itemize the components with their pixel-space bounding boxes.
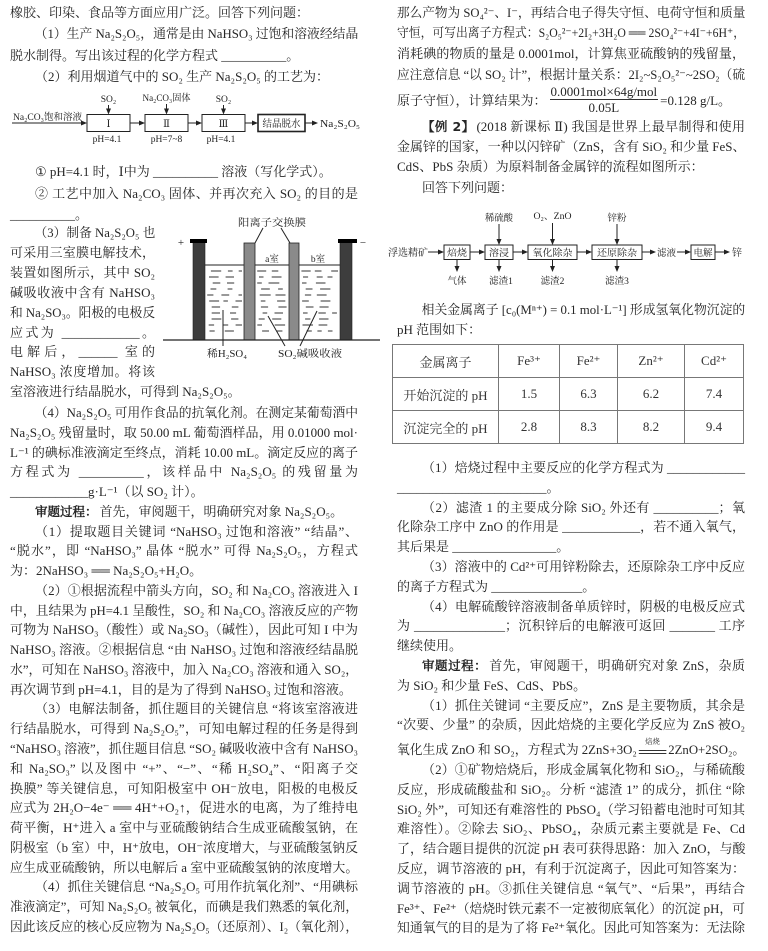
line-text: 了，结合题目提供的沉淀 pH 表可获得思路：加入 ZnO，与酸 [397, 841, 746, 857]
arrowhead-icon [550, 239, 555, 245]
leaching-output: 滤渣1 [489, 277, 513, 287]
paragraph [10, 502, 358, 522]
text-line [10, 382, 358, 402]
text-line [10, 897, 358, 917]
text-line [10, 660, 358, 680]
text-line [10, 462, 358, 482]
table-cell: 2.8 [499, 411, 560, 444]
reaction-condition-text: 焙烧 [645, 737, 660, 747]
table-cell: 9.4 [685, 411, 744, 444]
line-text: 水”，可知在 NaHSO₃ 溶液中，加入 Na₂CO₃ 溶液和通入 SO₂， [10, 661, 359, 677]
cation-exchange-membrane-2 [289, 243, 299, 340]
cation-exchange-membrane-1 [244, 243, 255, 340]
text-line [10, 719, 358, 739]
paragraph [397, 117, 745, 178]
text-line [397, 320, 745, 340]
absorbent-label: SO₂碱吸收液 [278, 349, 335, 360]
line-text: （1）提取题目关键词 “NaHSO₃ 过饱和溶液” “结晶”、 [35, 523, 358, 539]
text-line [397, 23, 745, 44]
line-text: (2018 新课标 Ⅱ) 我国是世界上最早制得和使用 [476, 119, 745, 134]
table-header-cell: Cd²⁺ [685, 345, 744, 378]
line-text: 化除杂工序中 ZnO 的作用是 ____________，若不通入氧气， [397, 519, 745, 535]
line-text: ② 工艺中加入 Na₂CO₃ 固体、并再次充入 SO₂ 的目的是 [35, 185, 358, 201]
electrolysis-label: 电解 [693, 249, 713, 259]
arrowhead-icon [586, 250, 592, 255]
text-line [10, 858, 358, 878]
text-line [10, 482, 358, 502]
line-text: （2）滤渣 1 的主要成分除 SiO₂ 外还有 __________；氧 [422, 499, 745, 515]
result-value: =0.128 g/L。 [660, 92, 732, 108]
process-box-3-ph: pH=4.1 [206, 135, 236, 145]
paragraph [10, 877, 358, 936]
line-text: 回答下列问题： [422, 179, 514, 195]
paragraph [397, 498, 745, 557]
text-line [10, 877, 358, 897]
table-cell: 6.2 [618, 378, 685, 411]
table-cell: 1.5 [499, 378, 560, 411]
text-line [10, 303, 155, 323]
section-label: 审题过程： [422, 657, 488, 673]
table-row [393, 378, 744, 411]
text-line [10, 23, 358, 44]
table-header-row [393, 345, 744, 378]
text-line [397, 458, 745, 478]
dilute-sulfuric-acid-label: 稀H₂SO₄ [207, 349, 244, 360]
arrowhead-icon [252, 121, 258, 126]
line-text: 其后果是 ________________。 [397, 539, 570, 555]
reduction-removal-label: 还原除杂 [597, 249, 636, 259]
text-line [10, 779, 358, 799]
line-text: 反应，形成硫酸盐和 SiO₂。分析 “滤渣 1” 的成分，抓住 “除 [397, 781, 745, 797]
line-text: 应注意信息 “以 SO₂ 计”，根据计量关系：2I₂~S₂O₅²⁻~2SO₂（硫 [397, 66, 745, 82]
arrowhead-icon [312, 121, 318, 126]
line-text: NaHSO₃ 溶液。②根据信息 “由 NaHSO₃ 过饱和溶液经结晶脱 [10, 642, 358, 658]
paragraph [10, 699, 358, 877]
line-text: 准液滴定”，可知 Na₂S₂O₅ 被氧化，而碘是我们熟悉的氧化剂， [10, 899, 358, 915]
line-text: _______________________。 [397, 479, 560, 495]
product-label: 锌 [732, 248, 742, 259]
line-text: 应式为 2H₂O−4e⁻ ══ 4H⁺+O₂↑，促进水的电离，为了维持电 [10, 800, 358, 816]
paragraph [10, 23, 358, 66]
line-text: （1）生产 Na₂S₂O₅，通常是由 NaHSO₃ 过饱和溶液经结晶 [34, 26, 359, 42]
line-text: （1）抓住关键词 “主要反应”，ZnS 是主要物质，其余是 [422, 697, 745, 713]
line-text: “NaHSO₃ 溶液”，抓住题目信息 “SO₂ 碱吸收液中含有 NaHSO₃ [10, 741, 358, 757]
arrowhead-icon [615, 239, 620, 245]
text-line [10, 243, 155, 263]
crystallize-dehydrate-label: 结晶脱水 [262, 119, 303, 130]
line-text: ____________g·L⁻¹（以 SO₂ 计）。 [10, 484, 204, 500]
line-text: （4）电解硫酸锌溶液制备单质锌时，阴极的电极反应式 [422, 598, 745, 614]
text-line [397, 737, 746, 760]
line-text: 中，且结果为 pH=4.1 呈酸性，SO₂ 和 Na₂CO₃ 溶液反应的产物 [10, 602, 359, 618]
text-line [10, 561, 358, 581]
analysis-continuation-text [397, 3, 745, 86]
fraction-denominator: 0.05L [588, 99, 620, 115]
text-line [10, 45, 358, 66]
line-text: 再次调节到 pH=4.1，目的是为了得到 NaHSO₃ 过饱和溶液。 [10, 681, 352, 697]
table-cell: 6.3 [560, 378, 618, 411]
paragraph [10, 66, 358, 87]
line-text: 为 ______________；沉积锌后的电解液可返回 _______ 工序 [397, 618, 745, 634]
process-box-1-label: Ⅰ [106, 119, 111, 130]
text-line [10, 739, 358, 759]
questions-and-analysis-right [397, 458, 745, 938]
table-cell: 7.4 [685, 378, 744, 411]
paragraph [397, 557, 745, 597]
oxidation-removal-input: O₂、ZnO [533, 212, 572, 222]
line-text: Fe³⁺、Fe²⁺（焙烧时铁元素不一定被彻底氧化）的沉淀 pH，可 [397, 900, 745, 916]
text-line [397, 616, 745, 636]
line-text: ① pH=4.1 时，Ⅰ中为 __________ 溶液（写化学式）。 [35, 164, 332, 179]
text-line [397, 44, 745, 65]
process-box-3-label: Ⅲ [218, 119, 229, 130]
arrowhead-icon [650, 250, 656, 255]
line-text: 相关金属离子 [c₀(Mⁿ⁺) = 0.1 mol·L⁻¹] 形成氢氧化物沉淀的 [421, 302, 746, 317]
text-line [10, 640, 358, 660]
cathode-sign: − [359, 237, 367, 249]
line-text: 应式为 ____________。 [10, 324, 155, 340]
text-line [10, 818, 358, 838]
line-text: pH 范围如下： [397, 322, 482, 337]
room-b-label: b室 [310, 255, 326, 265]
text-line [397, 65, 745, 86]
roasting-output: 气体 [447, 277, 467, 287]
arrowhead-icon [81, 121, 87, 126]
line-text: 首先，审阅题干，明确研究对象 ZnS，杂质 [489, 657, 745, 673]
text-line [397, 117, 745, 137]
sulfite-process-flow-diagram [0, 85, 380, 150]
membrane-pointer-line [281, 228, 290, 243]
line-text: 为：2NaHSO₃ ══ Na₂S₂O₅+H₂O。 [10, 563, 203, 579]
text-line [397, 676, 745, 696]
leaching-input: 稀硫酸 [485, 214, 514, 224]
line-text: “次要、少量” 的杂质，因此焙烧的主要化学反应为 ZnS 被O₂ [397, 717, 745, 733]
process-box-1-ph: pH=4.1 [92, 135, 122, 145]
absorbent-pointer-line [300, 311, 317, 346]
text-line [397, 577, 745, 597]
arrowhead-icon [497, 239, 502, 245]
text-line [10, 838, 358, 858]
process-box-2-input: Na₂CO₃固体 [142, 94, 193, 104]
arrowhead-icon [438, 250, 444, 255]
text-line [397, 157, 745, 177]
product-label: Na₂S₂O₅ [320, 119, 360, 130]
room-a-label: a室 [265, 255, 279, 265]
text-line [397, 478, 745, 498]
text-line [397, 636, 745, 656]
example-2-text [397, 117, 745, 198]
text-line [10, 581, 358, 601]
text-line [10, 620, 358, 640]
line-text: 和 Na₂SO₃” 以及图中 “+”、“−”、“稀 H₂SO₄”、“阳离子交 [10, 760, 358, 776]
line-text: （2）①根据流程中箭头方向，SO₂ 和 Na₂CO₃ 溶液进入 I [35, 582, 358, 598]
equation-right-side: 2ZnO+2SO₂。 [668, 742, 746, 758]
text-line [10, 2, 358, 23]
paragraph [397, 656, 745, 696]
line-text: 荷平衡，H⁺进入 a 室中与亚硫酸钠结合生成亚硫酸氢钠，在 [10, 820, 358, 836]
text-line [397, 879, 745, 899]
analysis-text-left [10, 403, 358, 937]
line-text: （3）溶液中的 Cd²⁺可用锌粉除去，还原除杂工序中反应 [422, 558, 745, 574]
anode-cap [190, 239, 207, 243]
text-line [397, 597, 745, 617]
line-text: CdS、PbS 杂质）为原料制备金属锌的流程如图所示： [397, 159, 704, 175]
text-line [10, 362, 155, 382]
line-text: 可物为 NaHSO₃（酸性）或 Na₂SO₃（碱性），因此可知 I 中为 [10, 622, 358, 638]
text-line [10, 699, 358, 719]
fraction [550, 85, 659, 114]
text-line [10, 183, 358, 205]
text-line [10, 541, 358, 561]
table-row [393, 411, 744, 444]
cathode-cap [338, 239, 357, 243]
text-line [10, 66, 358, 87]
text-line [397, 800, 745, 820]
arrowhead-icon [221, 109, 226, 115]
absorbent-pointer-line [268, 316, 285, 346]
line-text: 和 Na₂SO₃。阳极的电极反 [10, 304, 156, 320]
text-line [397, 899, 745, 919]
text-line [397, 537, 745, 557]
paragraph [397, 597, 745, 656]
text-line [397, 839, 745, 859]
arrowhead-icon [550, 266, 555, 272]
text-line [397, 760, 745, 780]
paragraph [397, 458, 745, 498]
text-line [10, 283, 155, 303]
zinc-production-flow-diagram [385, 205, 768, 290]
line-text: 阴极室（b 室）中，H⁺放电，OH⁻浓度增大，与亚硫酸氢钠反 [10, 839, 358, 855]
line-text: NaHSO₃ 浓度增加。将该 [10, 364, 155, 380]
paragraph [397, 760, 745, 938]
table-header-cell: 金属离子 [393, 345, 499, 378]
line-text: 难溶性）。②除去 SiO₂、PbSO₄，杂质元素主要就是 Fe、Cd [397, 821, 745, 837]
line-text: 守恒，可写出离子方程式：S₂O₅²⁻+2I₂+3H₂O ══ 2SO₄²⁻+4I⁻+6H⁺， [397, 25, 745, 41]
line-text: 电解后，______ 室的 [10, 344, 155, 360]
line-text: 应生成亚硫酸钠，所以电解后 a 室中亚硫酸氢钠的浓度增大。 [10, 859, 359, 875]
table-cell: 开始沉淀的 pH [393, 378, 499, 411]
problem-intro-text [10, 2, 358, 87]
arrowhead-icon [685, 250, 691, 255]
ion-ph-intro-text [397, 300, 745, 340]
line-text: 装置如图所示，其中 SO₂ [10, 264, 155, 280]
line-text: （4）Na₂S₂O₅ 可用作食品的抗氧化剂。在测定某葡萄酒中 [34, 405, 359, 420]
arrowhead-icon [615, 266, 620, 272]
line-text: 可采用三室膜电解技术， [10, 244, 155, 260]
table-cell: 沉淀完全的 pH [393, 411, 499, 444]
line-text: SiO₂ 外”，可知还有难溶性的 PbSO₄（学习铅蓄电池时可知其 [397, 801, 745, 817]
roasting-label: 焙烧 [447, 249, 467, 259]
result-prefix: 原子守恒），计算结果为： [397, 92, 547, 108]
text-line [10, 423, 358, 443]
equation-left-side: 氧化生成 ZnO 和 SO₂，方程式为 2ZnS+3O₂ [397, 742, 637, 758]
table-header-cell: Fe³⁺ [499, 345, 560, 378]
line-text: 碱吸收液中含有 NaHSO₃ [10, 284, 155, 300]
process-box-2-ph: pH=7~8 [150, 135, 183, 145]
text-line [397, 715, 745, 735]
membrane-label: 阳离子交换膜 [238, 218, 298, 229]
paragraph [397, 696, 745, 760]
text-line [397, 498, 745, 518]
text-line [10, 502, 358, 522]
text-line [10, 601, 358, 621]
line-text: 金属锌的国家，一种以闪锌矿（ZnS，含有 SiO₂ 和少量 FeS、 [397, 139, 746, 155]
line-text: “脱水”，即 “NaHSO₃” 晶体 “脱水” 可得 Na₂S₂O₅，方程式 [10, 543, 358, 559]
reduction-removal-input: 锌粉 [607, 214, 627, 224]
arrowhead-icon [497, 266, 502, 272]
text-line [10, 403, 358, 423]
text-line [10, 161, 358, 183]
table-header-cell: Zn²⁺ [618, 345, 685, 378]
paragraph [10, 2, 358, 23]
line-text: 脱水制得。写出该过程的化学方程式 __________。 [10, 47, 300, 63]
line-text: 反应，调节溶液的 pH，有利于沉淀离子，因此可知答案为： [397, 860, 745, 876]
text-line [10, 342, 155, 362]
process-box-1-input: SO₂ [100, 95, 117, 105]
text-line [10, 223, 155, 243]
line-text: （2）利用烟道气中的 SO₂ 生产 Na₂S₂O₅ 的工艺为： [35, 68, 330, 84]
process-box-3-input: SO₂ [215, 95, 232, 105]
text-line [10, 323, 155, 343]
paragraph [397, 178, 745, 198]
line-text: 室溶液进行结晶脱水，可得到 Na₂S₂O₅。 [10, 384, 241, 400]
filtrate-label: 滤液 [656, 249, 677, 259]
calculation-result-line [397, 85, 745, 113]
line-text: （3）制备 Na₂S₂O₅ 也 [34, 225, 156, 240]
paragraph [397, 3, 745, 86]
paragraph [397, 300, 745, 340]
line-text: L⁻¹ 的碘标准液滴定至终点，消耗 10.00 mL。滴定反应的离子 [10, 444, 358, 460]
feed-label: Na₂CO₃饱和溶液 [13, 113, 82, 123]
line-text: 橡胶、印染、食品等方面应用广泛。回答下列问题： [10, 5, 310, 20]
section-label: 审题过程： [35, 503, 98, 519]
text-line [397, 178, 745, 198]
line-text: 换膜” 等关键信息，可知阳极室中 OH⁻放电，阳极的电极反 [10, 780, 358, 796]
text-line [397, 780, 745, 800]
paragraph [10, 522, 358, 581]
text-line [397, 557, 745, 577]
line-text: 消耗碘的物质的量是 0.0001mol，计算焦亚硫酸钠的残留量， [397, 46, 745, 62]
arrowhead-icon [164, 109, 169, 115]
arrowhead-icon [724, 250, 730, 255]
text-line [10, 443, 358, 463]
line-text: （4）抓住关键信息 “Na₂S₂O₅ 可用作抗氧化剂”、“用碘标 [35, 879, 358, 895]
text-line [10, 759, 358, 779]
feed-label: 浮选精矿 [388, 248, 428, 259]
anode-electrode [193, 242, 205, 340]
text-line [10, 522, 358, 542]
text-line [10, 917, 358, 937]
line-text: 那么产物为 SO₄²⁻、I⁻，再结合电子得失守恒、电荷守恒和质量 [397, 4, 746, 20]
text-line [397, 918, 745, 938]
line-text: 知通氧气的目的是为了将 Fe²⁺氧化。因此可知答案为：无法除 [397, 920, 746, 936]
liquid-pattern [207, 271, 338, 331]
line-text: 为 SiO₂ 和少量 FeS、CdS、PbS。 [397, 677, 587, 693]
line-text: （2）①矿物焙烧后，形成金属氧化物和 SiO₂，与稀硫酸 [422, 761, 745, 777]
arrowhead-icon [522, 250, 528, 255]
text-line [397, 300, 745, 320]
text-line [397, 819, 745, 839]
cathode-electrode [340, 242, 352, 340]
text-line [397, 696, 745, 716]
table-header-cell: Fe²⁺ [560, 345, 618, 378]
three-chamber-electrolysis-cell-diagram [160, 210, 380, 360]
line-text: 的离子方程式为 ______________。 [397, 578, 596, 594]
text-line [397, 859, 745, 879]
arrowhead-icon [106, 109, 111, 115]
double-equals-sign [639, 750, 667, 754]
paragraph [10, 581, 358, 700]
line-text: Na₂S₂O₅ 残留量时，取 50.00 mL 葡萄酒样品，用 0.01000 mol· [10, 424, 358, 440]
fraction-numerator: 0.0001mol×64g/mol [550, 83, 658, 99]
line-text: 首先，审阅题干，明确研究对象 Na₂S₂O₅。 [99, 503, 344, 519]
text-line [10, 680, 358, 700]
line-text: 方程式为 __________，该样品中 Na₂S₂O₅ 的残留量为 [10, 464, 358, 480]
line-text: 调节溶液的 pH。③抓住关键信息 “氧气”、“后果”，再结合 [397, 880, 745, 896]
arrowhead-icon [455, 266, 460, 272]
text-line [10, 263, 155, 283]
reduction-removal-output: 滤渣3 [605, 277, 629, 287]
line-text: （1）焙烧过程中主要反应的化学方程式为 ____________ [422, 460, 745, 475]
section-label: 【例 2】 [422, 119, 475, 134]
oxidation-removal-output: 滤渣2 [540, 277, 565, 287]
membrane-pointer-line [255, 228, 263, 243]
line-text: 继续使用。 [397, 638, 463, 654]
paragraph [10, 403, 358, 502]
arrowhead-icon [139, 121, 145, 126]
arrowhead-icon [196, 121, 202, 126]
arrowhead-icon [479, 250, 485, 255]
oxidation-removal-label: 氧化除杂 [532, 249, 571, 259]
text-line [397, 517, 745, 537]
table-cell: 8.2 [618, 411, 685, 444]
line-text: 因此该反应的核心反应物为 Na₂S₂O₅（还原剂）、I₂（氧化剂）， [10, 918, 358, 934]
text-line [397, 656, 745, 676]
line-text: __________。 [10, 207, 89, 222]
text-line [10, 798, 358, 818]
paragraph [10, 161, 358, 183]
text-line [397, 137, 745, 157]
table-cell: 8.3 [560, 411, 618, 444]
reaction-condition [639, 737, 667, 756]
leaching-label: 溶浸 [489, 249, 509, 259]
line-text: （3）电解法制备，抓住题目的关键信息 “将该室溶液进 [35, 701, 358, 717]
precipitation-ph-table [392, 344, 744, 444]
text-line [397, 3, 745, 24]
anode-sign: + [177, 237, 185, 249]
line-text: 行结晶脱水，可得到 Na₂S₂O₅”，可知电解过程的任务是得到 [10, 721, 358, 737]
process-box-2-label: Ⅱ [163, 119, 170, 130]
